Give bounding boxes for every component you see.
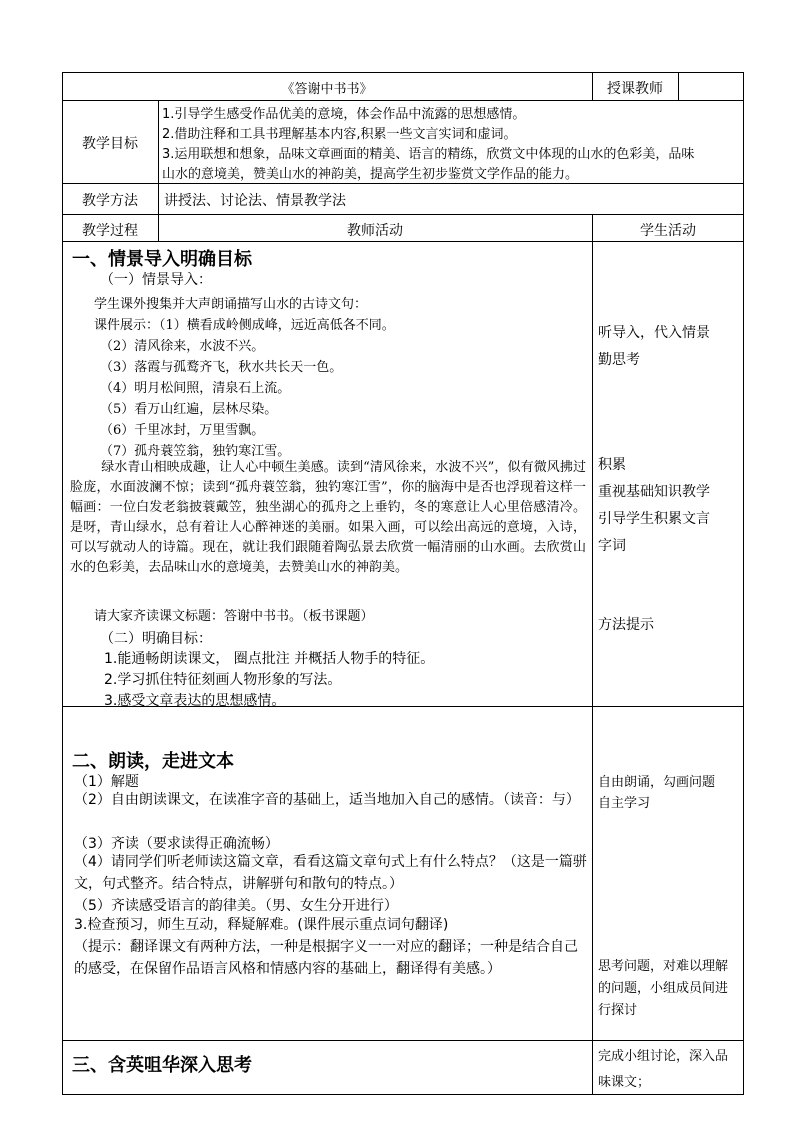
goal-item: 1.能通畅朗读课文， 圈点批注 并概括人物手的特征。 [104, 651, 435, 667]
poem-line: （5）看万山红遍，层林尽染。 [100, 402, 278, 417]
student-note: 字词 [598, 538, 626, 554]
objective-item: 1.引导学生感受作品优美的意境，体会作品中流露的思想感情。 [162, 107, 526, 122]
goal-item: 2.学习抓住特征刻画人物形象的写法。 [104, 672, 342, 688]
poem-line: （3）落霞与孤鹜齐飞，秋水共长天一色。 [100, 360, 343, 375]
section2-line: （3）齐读（要求读得正确流畅） [74, 836, 279, 852]
section1-heading: 一、情景导入明确目标 [72, 249, 252, 270]
objectives-label: 教学目标 [82, 136, 138, 152]
poem-line: （4）明月松间照，清泉石上流。 [100, 381, 291, 396]
col-divider [678, 72, 679, 100]
section1-intro: 学生课外搜集并大声朗诵描写山水的古诗文句： [94, 297, 368, 312]
student-note: 方法提示 [598, 617, 654, 633]
lesson-title: 《答谢中书书》 [281, 82, 373, 97]
row-divider [62, 241, 744, 242]
student-note: 完成小组讨论，深入品味课文； [598, 1049, 729, 1090]
section1-paragraph: 绿水青山相映成趣，让人心中顿生美感。读到“清风徐来，水波不兴”，似有微风拂过脸庞，水面波澜不惊；读到“孤舟蓑笠翁，独钓寒江雪”，你的脑海中是否也浮现着这样一幅画：一位白发老翁披蓑戴笠，独坐湖心的孤舟之上垂钓，冬的寒意让人心里倍感清冷。是呀，青山绿水，总有着让人心醉神迷的美丽。如果入画，可以绘出高远的意境，入诗，可以写就动人的诗篇。现在，就让我们跟随着陶弘景去欣赏一幅清丽的山水画。去欣赏山水的色彩美，去品味山水的意境美，去赞美山水的神韵美。 [70, 460, 586, 575]
student-note: 自主学习 [598, 796, 651, 811]
section1-subheading: （一）情景导入： [100, 272, 212, 288]
poem-line: （7）孤舟蓑笠翁，独钓寒江雪。 [100, 444, 291, 459]
objective-item: 山水的意境美，赞美山水的神韵美，提高学生初步鉴赏文学作品的能力。 [162, 167, 579, 182]
student-note: 积累 [598, 457, 626, 473]
section2-line: （1）解题 [74, 774, 139, 790]
process-header: 教学过程 [82, 223, 138, 239]
section3-heading: 三、含英咀华深入思考 [72, 1055, 252, 1076]
teacher-label: 授课教师 [607, 81, 663, 97]
student-activity-header: 学生活动 [640, 223, 696, 239]
student-note: 引导学生积累文言 [598, 511, 710, 527]
section2-line: （4）请同学们听老师读这篇文章，看看这篇文章句式上有什么特点？（这是一篇骈文，句式整齐。结合特点，讲解骈句和散句的特点。） [74, 854, 587, 892]
methods-value: 讲授法、讨论法、情景教学法 [164, 193, 346, 209]
section2-line: （提示：翻译课文有两种方法，一种是根据字义一一对应的翻译；一种是结合自己的感受，在保留作品语言风格和情感内容的基础上，翻译得有美感。） [74, 939, 578, 977]
poem-line: （6）千里冰封，万里雪飘。 [100, 423, 265, 438]
section2-line: （5）齐读感受语言的韵律美。（男、女生分开进行） [74, 898, 398, 914]
section1-show: 课件展示：（1）横看成岭侧成峰，远近高低各不同。 [94, 318, 395, 333]
student-note: 听导入，代入情景 [598, 325, 710, 341]
student-note: 自由朗诵，勾画问题 [598, 775, 716, 790]
objective-item: 2.借助注释和工具书理解基本内容,积累一些文言实词和虚词。 [162, 127, 517, 142]
row-divider [62, 100, 744, 101]
section2-line: （2）自由朗读课文，在读准字音的基础上，适当地加入自己的感情。（读音：与） [74, 792, 580, 808]
section2-heading: 二、朗读，走进文本 [72, 751, 234, 772]
teacher-activity-header: 教师活动 [347, 223, 403, 239]
section2-line: 3.检查预习，师生互动，释疑解难。(课件展示重点词句翻译) [74, 917, 449, 933]
row-divider [62, 183, 744, 184]
student-note: 勤思考 [598, 352, 640, 368]
student-note: 重视基础知识教学 [598, 484, 710, 500]
methods-label: 教学方法 [82, 193, 138, 209]
section1-subheading2: （二）明确目标： [100, 631, 212, 647]
col-divider [592, 214, 593, 1095]
student-note: 思考问题，对难以理解的问题，小组成员间进行探讨 [598, 959, 729, 1018]
objective-item: 3.运用联想和想象，品味文章画面的精美、语言的精练，欣赏文中体现的山水的色彩美，品味 [162, 147, 695, 162]
row-divider [62, 214, 744, 215]
row-divider [62, 1040, 744, 1041]
goal-item: 3.感受文章表达的思想感情。 [104, 693, 286, 709]
poem-line: （2）清风徐来，水波不兴。 [100, 339, 265, 354]
section1-read: 请大家齐读课文标题：答谢中书书。（板书课题） [94, 609, 374, 624]
